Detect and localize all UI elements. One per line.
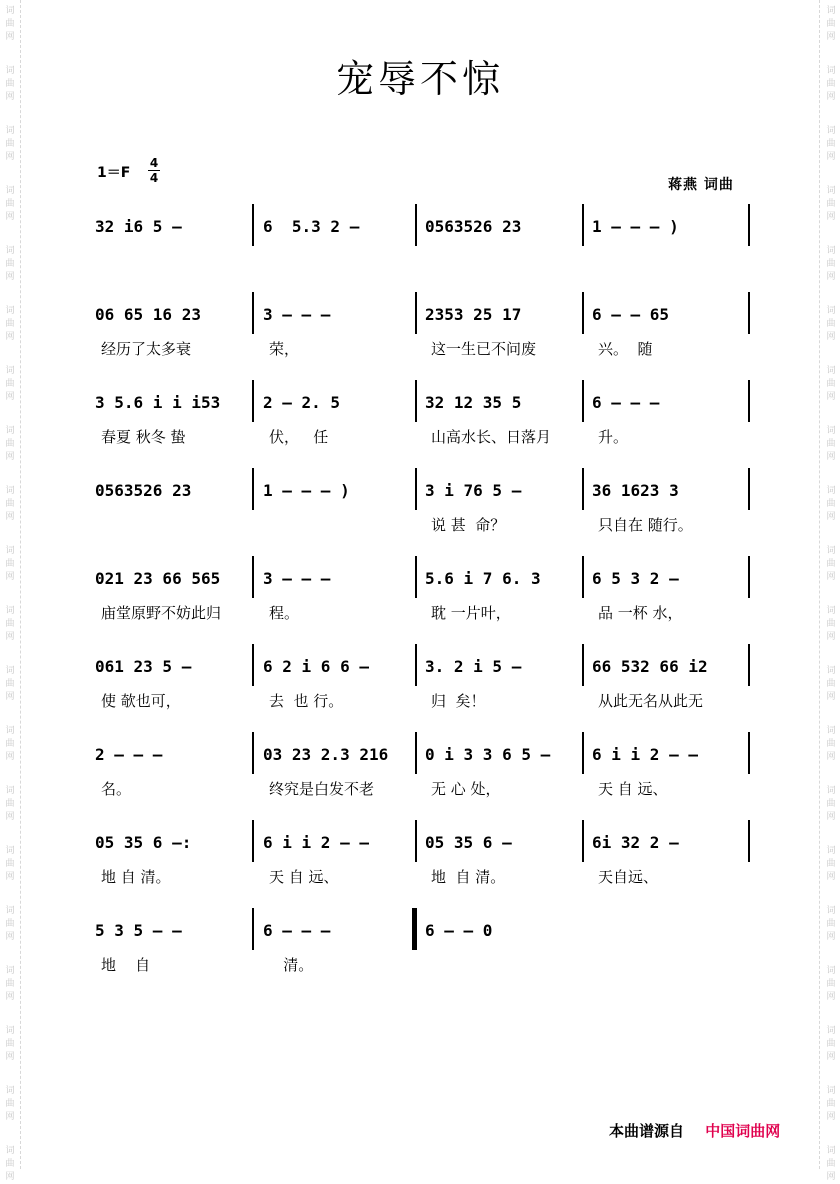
watermark-group	[1, 1085, 19, 1124]
watermark-group	[822, 1025, 840, 1064]
watermark-char: 网	[5, 212, 15, 222]
lyrics-row	[95, 778, 760, 800]
measure-lyrics: 只自在 随行。	[598, 516, 693, 534]
bar-line	[415, 908, 417, 950]
lyrics-row	[95, 602, 760, 624]
measure-notes: 05 35 6 –:	[95, 833, 192, 852]
watermark-char: 网	[826, 872, 836, 882]
watermark-char: 网	[5, 932, 15, 942]
bar-line	[748, 292, 750, 334]
watermark-group	[822, 605, 840, 644]
watermark-char: 曲	[5, 919, 15, 929]
score-system	[95, 830, 760, 920]
watermark-char: 网	[5, 32, 15, 42]
measure-notes: 0563526 23	[95, 481, 192, 500]
measure-lyrics: 天 自 远、	[598, 780, 668, 798]
watermark-char: 曲	[826, 619, 836, 629]
watermark-char: 词	[826, 786, 836, 796]
watermark-char: 曲	[826, 259, 836, 269]
measure-lyrics: 地 自	[101, 956, 151, 974]
lyricist-composer-credit: 蒋燕 词曲	[668, 177, 734, 193]
watermark-char: 曲	[826, 79, 836, 89]
measure-lyrics: 从此无名从此无	[598, 692, 704, 710]
watermark-char: 词	[5, 726, 15, 736]
watermark-char: 词	[826, 426, 836, 436]
watermark-char: 词	[826, 366, 836, 376]
measure-notes: 32 i6 5 –	[95, 217, 182, 236]
watermark-char: 词	[826, 1086, 836, 1096]
lyrics-row	[95, 690, 760, 712]
bar-line	[582, 468, 584, 510]
watermark-char: 网	[5, 692, 15, 702]
watermark-char: 曲	[826, 559, 836, 569]
bar-line	[415, 380, 417, 422]
notes-row	[95, 478, 760, 504]
watermark-char: 网	[826, 1112, 836, 1122]
bar-line	[252, 732, 254, 774]
bar-line	[415, 468, 417, 510]
measure-lyrics: 地 自 清。	[431, 868, 506, 886]
watermark-char: 词	[5, 246, 15, 256]
measure-lyrics: 伏， 任	[269, 428, 329, 446]
watermark-group	[1, 365, 19, 404]
watermark-char: 词	[826, 1146, 836, 1156]
watermark-char: 网	[826, 152, 836, 162]
measure-lyrics: 清。	[269, 956, 314, 974]
watermark-char: 网	[5, 512, 15, 522]
watermark-char: 网	[5, 812, 15, 822]
watermark-char: 网	[826, 752, 836, 762]
measure-lyrics: 程。	[269, 604, 300, 622]
watermark-char: 词	[826, 186, 836, 196]
watermark-group	[1, 485, 19, 524]
watermark-group	[822, 1145, 840, 1184]
watermark-char: 网	[5, 752, 15, 762]
bar-line	[415, 204, 417, 246]
measure-notes: 6 i i 2 – –	[263, 833, 369, 852]
watermark-char: 网	[5, 992, 15, 1002]
watermark-char: 词	[5, 306, 15, 316]
key-signature: 1＝F	[97, 165, 131, 181]
watermark-char: 曲	[5, 799, 15, 809]
watermark-char: 网	[5, 272, 15, 282]
measure-lyrics: 名。	[101, 780, 132, 798]
watermark-char: 词	[5, 486, 15, 496]
watermark-char: 网	[826, 392, 836, 402]
measure-notes: 6 5.3 2 –	[263, 217, 360, 236]
watermark-group	[1, 305, 19, 344]
watermark-char: 网	[826, 692, 836, 702]
watermark-group	[822, 665, 840, 704]
measure-notes: 5 3 5 – –	[95, 921, 182, 940]
watermark-group	[1, 845, 19, 884]
watermark-char: 曲	[826, 859, 836, 869]
bar-line	[252, 204, 254, 246]
watermark-char: 曲	[5, 979, 15, 989]
measure-lyrics: 地 自 清。	[101, 868, 171, 886]
notes-row	[95, 742, 760, 768]
watermark-group	[1, 425, 19, 464]
bar-line	[412, 908, 415, 950]
bar-line	[252, 556, 254, 598]
lyrics-row	[95, 426, 760, 448]
measure-notes: 32 12 35 5	[425, 393, 522, 412]
watermark-group	[822, 725, 840, 764]
watermark-group	[822, 785, 840, 824]
notes-row	[95, 918, 760, 944]
measure-notes: 05 35 6 –	[425, 833, 512, 852]
watermark-char: 曲	[826, 139, 836, 149]
notes-row	[95, 302, 760, 328]
watermark-char: 曲	[826, 1159, 836, 1169]
watermark-group	[1, 785, 19, 824]
watermark-char: 网	[5, 152, 15, 162]
watermark-char: 曲	[5, 139, 15, 149]
lyrics-row	[95, 866, 760, 888]
watermark-char: 网	[826, 512, 836, 522]
bar-line	[582, 556, 584, 598]
bar-line	[748, 732, 750, 774]
measure-notes: 3 i 76 5 –	[425, 481, 522, 500]
measure-lyrics: 经历了太多衰	[101, 340, 192, 358]
watermark-char: 曲	[5, 499, 15, 509]
watermark-group	[822, 545, 840, 584]
watermark-group	[822, 245, 840, 284]
watermark-char: 词	[5, 906, 15, 916]
watermark-char: 曲	[826, 439, 836, 449]
measure-notes: 1 – – – )	[592, 217, 679, 236]
watermark-char: 词	[5, 606, 15, 616]
watermark-char: 词	[5, 186, 15, 196]
measure-lyrics: 天自远、	[598, 868, 659, 886]
measure-notes: 061 23 5 –	[95, 657, 192, 676]
watermark-char: 网	[826, 932, 836, 942]
watermark-char: 网	[826, 32, 836, 42]
watermark-char: 曲	[5, 1099, 15, 1109]
watermark-char: 词	[826, 246, 836, 256]
watermark-char: 曲	[5, 619, 15, 629]
watermark-char: 词	[5, 546, 15, 556]
watermark-group	[1, 905, 19, 944]
measure-notes: 6 2 i 6 6 –	[263, 657, 369, 676]
bar-line	[748, 820, 750, 862]
bar-line	[748, 380, 750, 422]
watermark-char: 曲	[5, 319, 15, 329]
bar-line	[748, 204, 750, 246]
bar-line	[748, 644, 750, 686]
measure-lyrics: 使 欹也可，	[101, 692, 181, 710]
watermark-char: 曲	[826, 499, 836, 509]
watermark-column-right	[822, 0, 840, 1182]
watermark-char: 曲	[5, 259, 15, 269]
measure-notes: 6 – – –	[592, 393, 660, 412]
watermark-char: 曲	[826, 319, 836, 329]
footer	[609, 1120, 780, 1141]
watermark-char: 曲	[826, 199, 836, 209]
watermark-group	[1, 665, 19, 704]
watermark-char: 网	[5, 1172, 15, 1182]
time-signature-bottom: 4	[149, 171, 159, 185]
measure-lyrics: 升。	[598, 428, 629, 446]
bar-line	[252, 292, 254, 334]
watermark-char: 网	[5, 92, 15, 102]
watermark-group	[822, 845, 840, 884]
bar-line	[415, 820, 417, 862]
watermark-char: 网	[826, 92, 836, 102]
watermark-char: 曲	[5, 1039, 15, 1049]
watermark-group	[822, 425, 840, 464]
measure-notes: 5.6 i 7 6. 3	[425, 569, 541, 588]
watermark-char: 词	[5, 66, 15, 76]
watermark-group	[822, 1085, 840, 1124]
measure-lyrics: 耽 一片叶，	[431, 604, 511, 622]
footer-site-link[interactable]: 中国词曲网	[705, 1122, 781, 1140]
watermark-char: 网	[5, 1052, 15, 1062]
lyrics-row	[95, 338, 760, 360]
watermark-char: 网	[5, 872, 15, 882]
bar-line	[582, 292, 584, 334]
watermark-char: 词	[826, 606, 836, 616]
watermark-char: 网	[5, 572, 15, 582]
watermark-char: 词	[5, 6, 15, 16]
bar-line	[252, 644, 254, 686]
watermark-char: 网	[826, 992, 836, 1002]
watermark-group	[822, 185, 840, 224]
measure-notes: 0563526 23	[425, 217, 522, 236]
watermark-group	[1, 965, 19, 1004]
watermark-char: 词	[5, 366, 15, 376]
watermark-char: 网	[826, 272, 836, 282]
measure-notes: 2 – – –	[95, 745, 163, 764]
watermark-char: 曲	[826, 799, 836, 809]
watermark-char: 网	[826, 1052, 836, 1062]
watermark-group	[1, 125, 19, 164]
watermark-char: 网	[826, 212, 836, 222]
watermark-char: 词	[826, 126, 836, 136]
measure-notes: 66 532 66 i2	[592, 657, 708, 676]
measure-lyrics: 说 甚 命？	[431, 516, 506, 534]
watermark-char: 词	[5, 966, 15, 976]
watermark-char: 曲	[5, 199, 15, 209]
watermark-char: 曲	[5, 679, 15, 689]
watermark-group	[1, 725, 19, 764]
watermark-char: 曲	[826, 739, 836, 749]
watermark-char: 网	[826, 812, 836, 822]
watermark-char: 词	[826, 906, 836, 916]
time-signature	[148, 156, 160, 185]
watermark-group	[1, 245, 19, 284]
measure-lyrics: 品 一杯 水，	[598, 604, 683, 622]
watermark-char: 词	[5, 426, 15, 436]
watermark-group	[822, 125, 840, 164]
bar-line	[252, 908, 254, 950]
measure-lyrics: 归 矣！	[431, 692, 486, 710]
measure-notes: 021 23 66 565	[95, 569, 221, 588]
watermark-group	[822, 5, 840, 44]
watermark-char: 曲	[5, 79, 15, 89]
bar-line	[748, 468, 750, 510]
notes-row	[95, 566, 760, 592]
watermark-group	[822, 365, 840, 404]
measure-lyrics: 山高水长、日落月	[431, 428, 552, 446]
watermark-char: 网	[826, 452, 836, 462]
score-system	[95, 918, 760, 1008]
score-system	[95, 654, 760, 744]
bar-line	[582, 644, 584, 686]
notes-row	[95, 214, 760, 240]
watermark-char: 曲	[826, 19, 836, 29]
measure-notes: 06 65 16 23	[95, 305, 201, 324]
watermark-char: 曲	[5, 1159, 15, 1169]
watermark-char: 曲	[826, 1039, 836, 1049]
bar-line	[582, 732, 584, 774]
watermark-group	[1, 1025, 19, 1064]
watermark-group	[822, 485, 840, 524]
watermark-char: 曲	[5, 559, 15, 569]
watermark-char: 词	[826, 66, 836, 76]
watermark-char: 词	[5, 786, 15, 796]
watermark-char: 网	[5, 632, 15, 642]
measure-notes: 6 i i 2 – –	[592, 745, 698, 764]
watermark-char: 曲	[826, 979, 836, 989]
watermark-char: 曲	[5, 739, 15, 749]
measure-notes: 03 23 2.3 216	[263, 745, 389, 764]
watermark-char: 词	[826, 546, 836, 556]
watermark-char: 词	[5, 1086, 15, 1096]
notes-row	[95, 654, 760, 680]
bar-line	[252, 380, 254, 422]
notes-row	[95, 830, 760, 856]
watermark-group	[1, 545, 19, 584]
measure-notes: 0 i 3 3 6 5 –	[425, 745, 551, 764]
score-system	[95, 390, 760, 480]
score-system	[95, 478, 760, 568]
measure-lyrics: 庙堂原野不妨此归	[101, 604, 222, 622]
bar-line	[582, 380, 584, 422]
watermark-char: 网	[826, 632, 836, 642]
watermark-char: 网	[5, 392, 15, 402]
watermark-char: 词	[5, 666, 15, 676]
watermark-char: 曲	[826, 379, 836, 389]
lyrics-row	[95, 250, 760, 272]
watermark-group	[1, 185, 19, 224]
measure-notes: 1 – – – )	[263, 481, 350, 500]
measure-notes: 3 5.6 i i i53	[95, 393, 221, 412]
measure-lyrics: 这一生已不问废	[431, 340, 537, 358]
watermark-char: 曲	[5, 379, 15, 389]
watermark-char: 词	[826, 666, 836, 676]
watermark-group	[1, 5, 19, 44]
measure-notes: 36 1623 3	[592, 481, 679, 500]
watermark-group	[822, 305, 840, 344]
watermark-group	[1, 605, 19, 644]
bar-line	[415, 732, 417, 774]
lyrics-row	[95, 514, 760, 536]
watermark-char: 网	[826, 572, 836, 582]
measure-lyrics: 天 自 远、	[269, 868, 339, 886]
measure-lyrics: 荣，	[269, 340, 300, 358]
watermark-char: 网	[5, 1112, 15, 1122]
measure-lyrics: 无 心 处，	[431, 780, 501, 798]
watermark-char: 词	[826, 1026, 836, 1036]
watermark-char: 词	[826, 966, 836, 976]
measure-notes: 2 – 2. 5	[263, 393, 341, 412]
measure-notes: 3 – – –	[263, 569, 331, 588]
watermark-char: 曲	[826, 679, 836, 689]
watermark-char: 词	[826, 846, 836, 856]
bar-line	[415, 556, 417, 598]
measure-notes: 2353 25 17	[425, 305, 522, 324]
bar-line	[415, 644, 417, 686]
score-system	[95, 302, 760, 392]
watermark-char: 词	[5, 1026, 15, 1036]
watermark-column-left	[1, 0, 19, 1182]
measure-lyrics: 春夏 秋冬 蛰	[101, 428, 186, 446]
watermark-char: 曲	[5, 859, 15, 869]
measure-notes: 6 5 3 2 –	[592, 569, 679, 588]
bar-line	[582, 204, 584, 246]
bar-line	[415, 292, 417, 334]
score-system	[95, 742, 760, 832]
watermark-char: 网	[826, 1172, 836, 1182]
notes-row	[95, 390, 760, 416]
watermark-char: 词	[5, 846, 15, 856]
bar-line	[582, 820, 584, 862]
measure-notes: 3 – – –	[263, 305, 331, 324]
measure-notes: 6 – – –	[263, 921, 331, 940]
watermark-char: 曲	[5, 19, 15, 29]
watermark-char: 曲	[5, 439, 15, 449]
watermark-group	[822, 965, 840, 1004]
bar-line	[252, 820, 254, 862]
watermark-char: 词	[5, 126, 15, 136]
watermark-group	[822, 905, 840, 944]
song-title: 宠辱不惊	[335, 57, 504, 101]
watermark-char: 网	[5, 452, 15, 462]
watermark-char: 网	[826, 332, 836, 342]
lyrics-row	[95, 954, 760, 976]
measure-notes: 6 – – 65	[592, 305, 670, 324]
watermark-char: 网	[5, 332, 15, 342]
time-signature-top: 4	[149, 156, 159, 170]
bar-line	[252, 468, 254, 510]
watermark-char: 词	[826, 486, 836, 496]
measure-notes: 6i 32 2 –	[592, 833, 679, 852]
measure-lyrics: 去 也 行。	[269, 692, 344, 710]
score-system	[95, 214, 760, 304]
bar-line	[748, 556, 750, 598]
footer-source-label: 本曲谱源自	[609, 1122, 685, 1140]
measure-lyrics: 终究是白发不老	[269, 780, 375, 798]
watermark-char: 词	[826, 726, 836, 736]
measure-notes: 3. 2 i 5 –	[425, 657, 522, 676]
score-system	[95, 566, 760, 656]
measure-lyrics: 兴。 随	[598, 340, 653, 358]
watermark-char: 词	[826, 306, 836, 316]
measure-notes: 6 – – 0	[425, 921, 493, 940]
watermark-char: 曲	[826, 1099, 836, 1109]
watermark-group	[1, 1145, 19, 1184]
watermark-char: 词	[826, 6, 836, 16]
watermark-char: 词	[5, 1146, 15, 1156]
watermark-char: 曲	[826, 919, 836, 929]
